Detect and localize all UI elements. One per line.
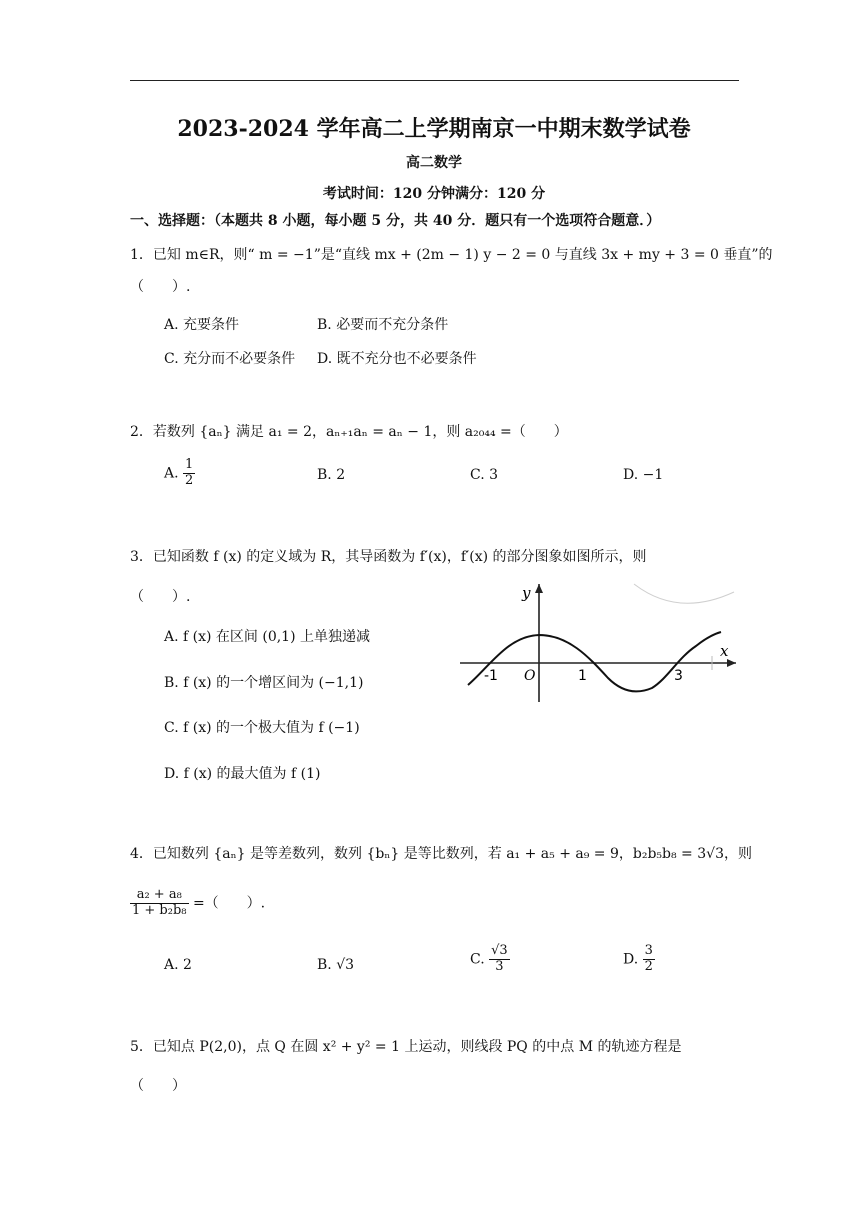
derivative-graph bbox=[438, 578, 740, 706]
fraction-numerator: 3 bbox=[644, 943, 653, 958]
question-2-stem: 2．若数列 {aₙ} 满足 a₁ = 2，aₙ₊₁aₙ = aₙ − 1，则 a₂₀₄₄ =（ ） bbox=[130, 424, 568, 440]
subject-subtitle: 高二数学 bbox=[406, 155, 462, 171]
q3-option-a: A. f (x) 在区间 (0,1) 上单独递减 bbox=[164, 629, 371, 645]
scan-artifact-arc bbox=[634, 584, 734, 603]
q2-option-a-fraction bbox=[183, 458, 195, 489]
q2-option-c: C. 3 bbox=[470, 467, 499, 483]
q4-expression-tail: =（ ）. bbox=[192, 895, 266, 912]
q4-option-a: A. 2 bbox=[164, 957, 192, 973]
q4-option-c-fraction bbox=[489, 944, 510, 975]
tick-label-1: 1 bbox=[578, 668, 587, 684]
x-axis-arrow bbox=[727, 659, 736, 667]
y-axis-label: y bbox=[522, 584, 531, 602]
q4-option-b: B. √3 bbox=[317, 957, 355, 973]
question-1-paren: （ ）. bbox=[130, 279, 191, 295]
question-4-expression bbox=[130, 888, 265, 919]
q3-option-c: C. f (x) 的一个极大值为 f (−1) bbox=[164, 720, 360, 736]
page-title: 2023-2024 学年高二上学期南京一中期末数学试卷 bbox=[177, 116, 691, 142]
question-5-stem: 5．已知点 P(2,0)，点 Q 在圆 x² + y² = 1 上运动，则线段 PQ 的中点 M 的轨迹方程是 bbox=[130, 1039, 682, 1055]
q1-option-d: D. 既不充分也不必要条件 bbox=[317, 351, 477, 367]
q1-option-c: C. 充分而不必要条件 bbox=[164, 351, 296, 367]
fraction-numerator: a₂ + a₈ bbox=[130, 888, 189, 904]
top-rule bbox=[130, 80, 739, 81]
q2-option-a-label: A. bbox=[164, 465, 179, 482]
q4-option-d bbox=[623, 944, 655, 975]
q4-fraction bbox=[130, 888, 189, 919]
x-axis-label: x bbox=[720, 642, 729, 660]
question-3-paren: （ ）. bbox=[130, 589, 191, 605]
fraction-denominator: 2 bbox=[185, 472, 194, 488]
q4-option-c-label: C. bbox=[470, 951, 485, 968]
tick-label-neg1: -1 bbox=[484, 668, 498, 684]
tick-label-3: 3 bbox=[674, 668, 683, 684]
section-heading: 一、选择题：（本题共 8 小题，每小题 5 分，共 40 分．题只有一个选项符合题意．） bbox=[130, 213, 661, 229]
fraction-denominator: 3 bbox=[495, 958, 504, 974]
q1-option-a: A. 充要条件 bbox=[164, 317, 240, 333]
q4-option-d-label: D. bbox=[623, 951, 639, 968]
question-1-stem: 1．已知 m∈R，则“ m = −1”是“直线 mx + (2m − 1) y − 2 = 0 与直线 3x + my + 3 = 0 垂直”的 bbox=[130, 247, 773, 263]
fraction-denominator: 2 bbox=[644, 958, 653, 974]
fraction-numerator: √3 bbox=[491, 943, 508, 958]
q1-option-b: B. 必要而不充分条件 bbox=[317, 317, 449, 333]
q3-option-d: D. f (x) 的最大值为 f (1) bbox=[164, 766, 321, 782]
origin-label: O bbox=[524, 668, 536, 684]
exam-time-info: 考试时间：120 分钟满分：120 分 bbox=[322, 186, 546, 202]
question-3-stem: 3．已知函数 f (x) 的定义域为 R，其导函数为 f′(x)，f′(x) 的部分图象如图所示，则 bbox=[130, 549, 647, 565]
q4-option-c bbox=[470, 944, 510, 975]
q2-option-a bbox=[164, 458, 195, 489]
q4-option-d-fraction bbox=[643, 944, 655, 975]
q2-option-d: D. −1 bbox=[623, 467, 664, 483]
y-axis-arrow bbox=[535, 584, 543, 593]
q2-option-b: B. 2 bbox=[317, 467, 346, 483]
derivative-curve bbox=[468, 632, 721, 691]
fraction-denominator: 1 + b₂b₈ bbox=[132, 902, 187, 918]
question-4-stem: 4．已知数列 {aₙ} 是等差数列，数列 {bₙ} 是等比数列，若 a₁ + a₅ + a₉ = 9，b₂b₅b₈ = 3√3，则 bbox=[130, 846, 752, 862]
fraction-numerator: 1 bbox=[185, 457, 194, 472]
q3-option-b: B. f (x) 的一个增区间为 (−1,1) bbox=[164, 675, 364, 691]
question-5-paren: （ ） bbox=[130, 1078, 186, 1094]
